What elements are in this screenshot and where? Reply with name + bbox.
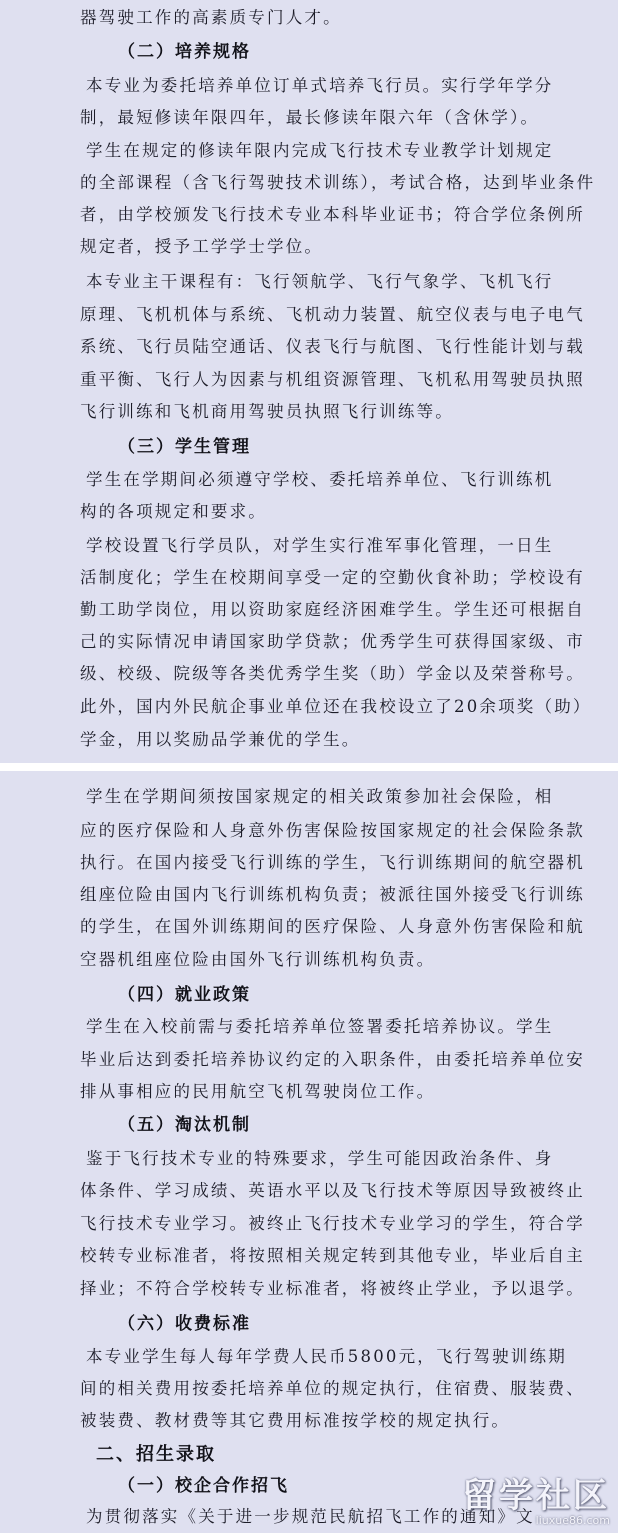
text-line: 学金，用以奖励品学兼优的学生。 bbox=[80, 730, 361, 749]
text-line: 间的相关费用按委托培养单位的规定执行，住宿费、服装费、 bbox=[80, 1379, 585, 1398]
text-line: 学生在入校前需与委托培养单位签署委托培养协议。学生 bbox=[86, 1017, 554, 1036]
document-page-1 bbox=[0, 0, 618, 763]
text-line: 本专业学生每人每年学费人民币5800元，飞行驾驶训练期 bbox=[86, 1347, 567, 1366]
text-line: 此外，国内外民航企事业单位还在我校设立了20余项奖（助） bbox=[80, 697, 592, 716]
section-heading-fees: （六）收费标准 bbox=[118, 1314, 251, 1334]
text-line: 校转专业标准者，将按照相关规定转到其他专业，毕业后自主 bbox=[80, 1246, 585, 1265]
text-line: 学校设置飞行学员队，对学生实行准军事化管理，一日生 bbox=[86, 536, 554, 555]
watermark-url: liuxue86.com bbox=[535, 1514, 610, 1527]
text-line: 应的医疗保险和人身意外伤害保险按国家规定的社会保险条款 bbox=[80, 821, 585, 840]
text-line: 体条件、学习成绩、英语水平以及飞行技术等原因导致被终止 bbox=[80, 1181, 585, 1200]
watermark-logo bbox=[442, 1477, 610, 1529]
text-line: 本专业为委托培养单位订单式培养飞行员。实行学年学分 bbox=[86, 76, 554, 95]
text-line: 的全部课程（含飞行驾驶技术训练），考试合格，达到毕业条件 bbox=[80, 173, 596, 192]
text-line: 学生在规定的修读年限内完成飞行技术专业教学计划规定 bbox=[86, 141, 554, 160]
text-line: 原理、飞机机体与系统、飞机动力装置、航空仪表与电子电气 bbox=[80, 305, 585, 324]
text-line: 规定者，授予工学学士学位。 bbox=[80, 237, 324, 256]
text-line: 系统、飞行员陆空通话、仪表飞行与航图、飞行性能计划与载 bbox=[80, 337, 585, 356]
text-line: 活制度化；学生在校期间享受一定的空勤伙食补助；学校设有 bbox=[80, 568, 585, 587]
text-line: 级、校级、院级等各类优秀学生奖（助）学金以及荣誉称号。 bbox=[80, 664, 585, 683]
text-line: 为贯彻落实《关于进一步规范民航招飞工作的通知》文 bbox=[86, 1507, 535, 1526]
text-line: 飞行技术专业学习。被终止飞行技术专业学习的学生，符合学 bbox=[80, 1214, 585, 1233]
text-line: 的学生，在国外训练期间的医疗保险、人身意外伤害保险和航 bbox=[80, 917, 585, 936]
section-heading-employment-policy: （四）就业政策 bbox=[118, 985, 251, 1005]
text-line: 飞行训练和飞机商用驾驶员执照飞行训练等。 bbox=[80, 402, 454, 421]
section-heading-school-enterprise: （一）校企合作招飞 bbox=[118, 1476, 289, 1496]
text-line: 鉴于飞行技术专业的特殊要求，学生可能因政治条件、身 bbox=[86, 1149, 554, 1168]
text-line: 毕业后达到委托培养协议约定的入职条件，由委托培养单位安 bbox=[80, 1050, 585, 1069]
page-separator bbox=[0, 763, 618, 771]
text-line: 构的各项规定和要求。 bbox=[80, 502, 267, 521]
text-line: 空器机组座位险由国外飞行训练机构负责。 bbox=[80, 950, 436, 969]
text-line: 学生在学期间必须遵守学校、委托培养单位、飞行训练机 bbox=[86, 470, 554, 489]
text-line: 排从事相应的民用航空飞机驾驶岗位工作。 bbox=[80, 1082, 436, 1101]
text-line: 执行。在国内接受飞行训练的学生，飞行训练期间的航空器机 bbox=[80, 853, 585, 872]
text-line: 勤工助学岗位，用以资助家庭经济困难学生。学生还可根据自 bbox=[80, 600, 585, 619]
text-line: 本专业主干课程有：飞行领航学、飞行气象学、飞机飞行 bbox=[86, 272, 554, 291]
document-page-2 bbox=[0, 771, 618, 1533]
chapter-heading-admission: 二、招生录取 bbox=[96, 1444, 216, 1465]
text-line: 组座位险由国内飞行训练机构负责；被派往国外接受飞行训练 bbox=[80, 885, 585, 904]
section-heading-student-management: （三）学生管理 bbox=[118, 437, 251, 457]
text-line: 制，最短修读年限四年，最长修读年限六年（含休学）。 bbox=[80, 108, 540, 127]
text-line: 己的实际情况申请国家助学贷款；优秀学生可获得国家级、市 bbox=[80, 632, 585, 651]
text-line: 者，由学校颁发飞行技术专业本科毕业证书；符合学位条例所 bbox=[80, 205, 585, 224]
text-line: 被装费、教材费等其它费用标准按学校的规定执行。 bbox=[80, 1411, 511, 1430]
text-line: 器驾驶工作的高素质专门人才。 bbox=[80, 8, 342, 27]
section-heading-training-spec: （二）培养规格 bbox=[118, 42, 251, 62]
text-line: 重平衡、飞行人为因素与机组资源管理、飞机私用驾驶员执照 bbox=[80, 370, 585, 389]
text-line: 学生在学期间须按国家规定的相关政策参加社会保险，相 bbox=[86, 787, 554, 806]
watermark-title: 留学社区 bbox=[462, 1476, 610, 1516]
text-line: 择业；不符合学校转专业标准者，将被终止学业，予以退学。 bbox=[80, 1279, 585, 1298]
section-heading-elimination: （五）淘汰机制 bbox=[118, 1115, 251, 1135]
